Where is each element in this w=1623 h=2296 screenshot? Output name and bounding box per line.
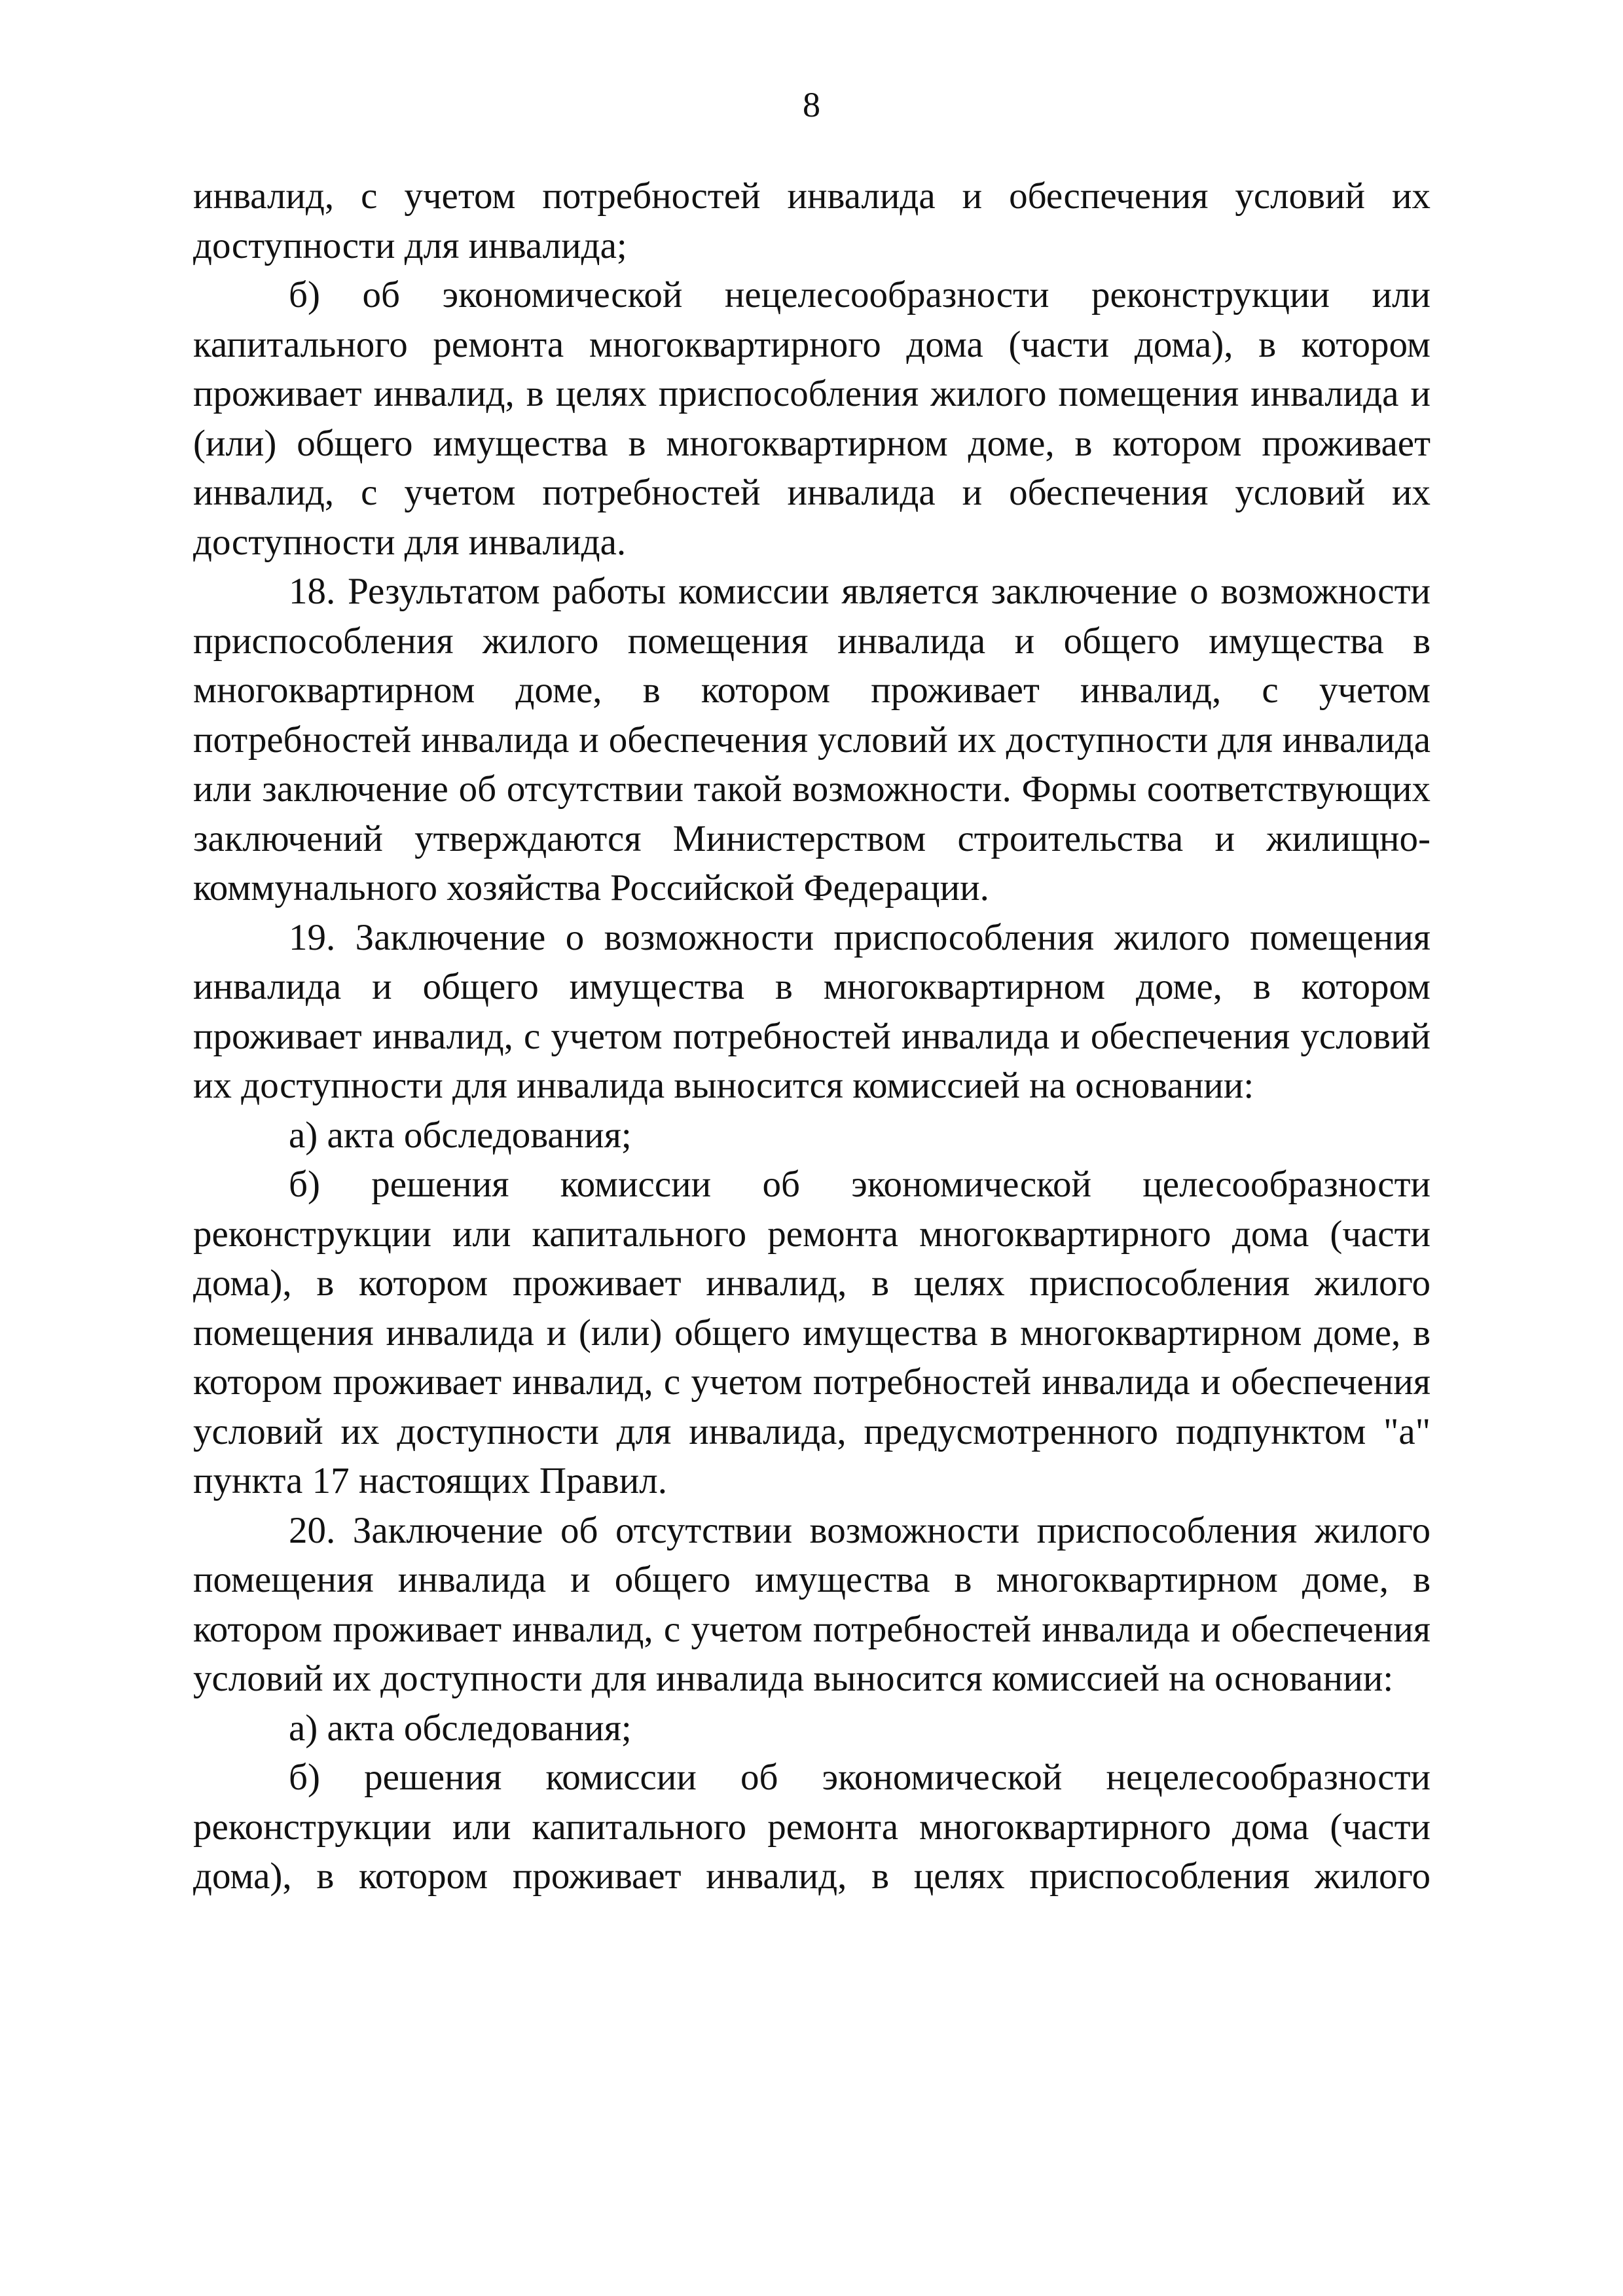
paragraph-19-subitem-b: б) решения комиссии об экономической целесообразности реконструкции или капитального ремонта многоквартирного дома (части дома), в котором проживает инвалид, в целях приспособления жилого помещения инвалида и (или) общего имущества в многоквартирном доме, в котором проживает инвалид, с учетом потребностей инвалида и обеспечения условий их доступности для инвалида, предусмотренного подпунктом "а" пункта 17 настоящих Правил. <box>193 1164 1431 1501</box>
paragraph-18: 18. Результатом работы комиссии является заключение о возможности приспособления жилого помещения инвалида и общего имущества в многоквартирном доме, в котором проживает инвалид, с учетом потребностей инвалида и обеспечения условий их доступности для инвалида или заключение об отсутствии такой возможности. Формы соответствующих заключений утверждаются Министерством строительства и жилищно-коммунального хозяйства Российской Федерации. <box>193 571 1431 908</box>
paragraph-19: 19. Заключение о возможности приспособления жилого помещения инвалида и общего имущества в многоквартирном доме, в котором проживает инвалид, с учетом потребностей инвалида и обеспечения условий их доступности для инвалида выносится комиссией на основании: <box>193 916 1431 1106</box>
paragraph-19-subitem-a: а) акта обследования; <box>289 1114 632 1156</box>
paragraph-continuation: инвалид, с учетом потребностей инвалида и обеспечения условий их доступности для инвалида; <box>193 175 1431 266</box>
paragraph-subitem-b-1: б) об экономической нецелесообразности реконструкции или капитального ремонта многоквартирного дома (части дома), в котором проживает инвалид, в целях приспособления жилого помещения инвалида и (или) общего имущества в многоквартирном доме, в котором проживает инвалид, с учетом потребностей инвалида и обеспечения условий их доступности для инвалида. <box>193 274 1431 563</box>
paragraph-20-subitem-b: б) решения комиссии об экономической нецелесообразности реконструкции или капитального ремонта многоквартирного дома (части дома), в котором проживает инвалид, в целях приспособления жилого <box>193 1757 1431 1897</box>
document-body <box>193 171 1431 1901</box>
paragraph-20: 20. Заключение об отсутствии возможности приспособления жилого помещения инвалида и общего имущества в многоквартирном доме, в котором проживает инвалид, с учетом потребностей инвалида и обеспечения условий их доступности для инвалида выносится комиссией на основании: <box>193 1509 1431 1699</box>
page-number: 8 <box>803 85 820 124</box>
paragraph-20-subitem-a: а) акта обследования; <box>289 1707 632 1749</box>
